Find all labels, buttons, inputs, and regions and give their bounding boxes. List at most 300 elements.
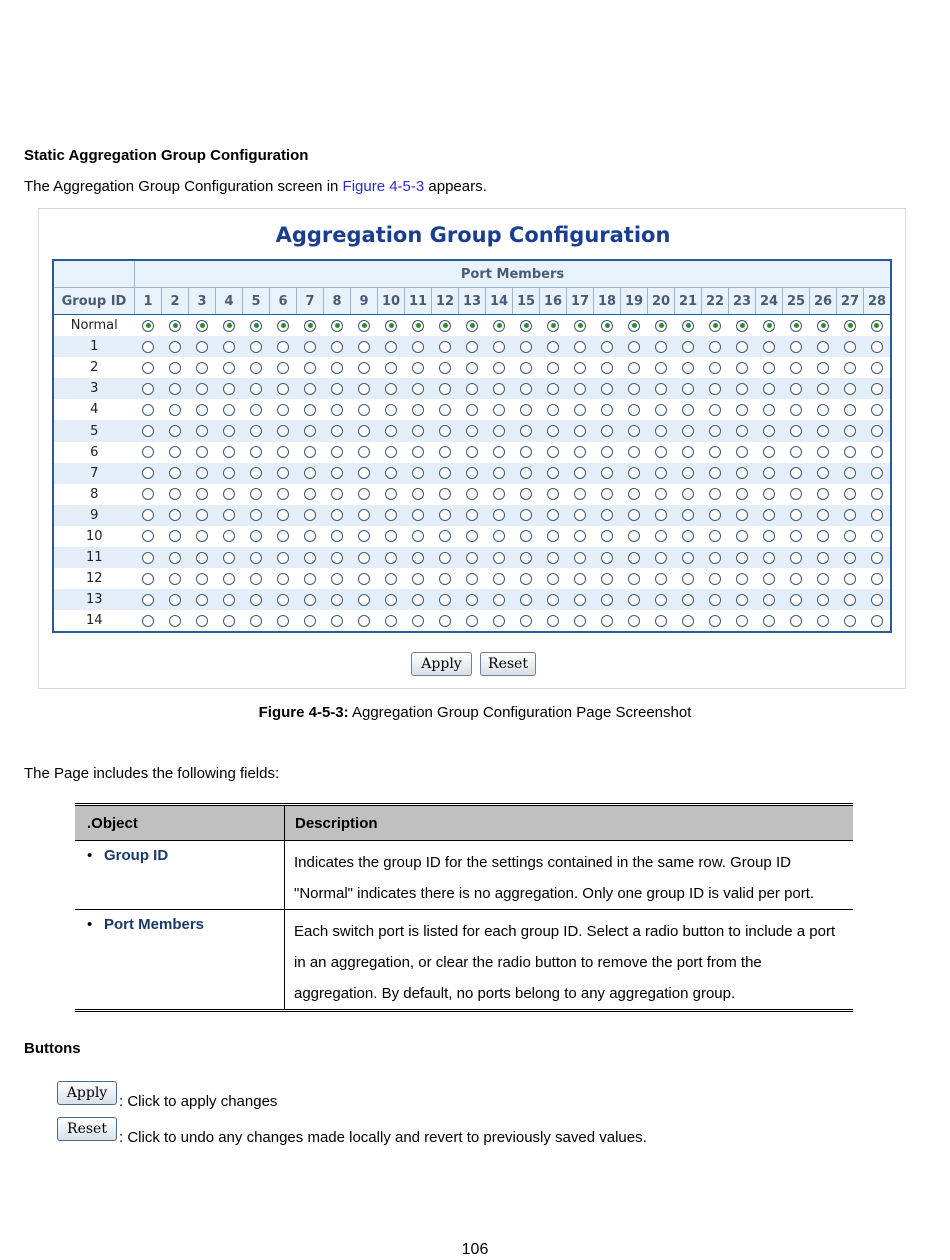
port-radio-button[interactable]	[277, 594, 289, 606]
port-radio-button[interactable]	[628, 446, 640, 458]
port-radio-button[interactable]	[142, 404, 154, 416]
port-radio-button[interactable]	[682, 320, 694, 332]
port-radio-button[interactable]	[277, 573, 289, 585]
port-radio-button[interactable]	[628, 425, 640, 437]
port-radio-button[interactable]	[466, 404, 478, 416]
port-radio-button[interactable]	[547, 425, 559, 437]
port-radio-button[interactable]	[466, 509, 478, 521]
port-radio-button[interactable]	[304, 509, 316, 521]
port-radio-button[interactable]	[682, 341, 694, 353]
port-radio-button[interactable]	[493, 488, 505, 500]
port-radio-button[interactable]	[871, 530, 883, 542]
port-radio-button[interactable]	[736, 594, 748, 606]
port-radio-button[interactable]	[871, 467, 883, 479]
port-radio-button[interactable]	[763, 320, 775, 332]
port-radio-button[interactable]	[871, 425, 883, 437]
port-radio-button[interactable]	[520, 509, 532, 521]
port-radio-button[interactable]	[196, 320, 208, 332]
port-radio-button[interactable]	[601, 552, 613, 564]
port-radio-button[interactable]	[817, 383, 829, 395]
port-radio-button[interactable]	[871, 320, 883, 332]
port-radio-button[interactable]	[142, 383, 154, 395]
port-radio-button[interactable]	[196, 573, 208, 585]
port-radio-button[interactable]	[196, 341, 208, 353]
port-radio-button[interactable]	[547, 320, 559, 332]
port-radio-button[interactable]	[142, 530, 154, 542]
port-radio-button[interactable]	[304, 530, 316, 542]
port-radio-button[interactable]	[682, 530, 694, 542]
port-radio-button[interactable]	[358, 615, 370, 627]
port-radio-button[interactable]	[250, 320, 262, 332]
port-radio-button[interactable]	[223, 425, 235, 437]
port-radio-button[interactable]	[844, 509, 856, 521]
port-radio-button[interactable]	[250, 552, 262, 564]
port-radio-button[interactable]	[385, 362, 397, 374]
port-radio-button[interactable]	[817, 320, 829, 332]
port-radio-button[interactable]	[358, 425, 370, 437]
port-radio-button[interactable]	[223, 383, 235, 395]
port-radio-button[interactable]	[169, 362, 181, 374]
port-radio-button[interactable]	[871, 488, 883, 500]
port-radio-button[interactable]	[196, 615, 208, 627]
port-radio-button[interactable]	[250, 404, 262, 416]
port-radio-button[interactable]	[628, 404, 640, 416]
port-radio-button[interactable]	[871, 594, 883, 606]
port-radio-button[interactable]	[169, 320, 181, 332]
port-radio-button[interactable]	[385, 446, 397, 458]
port-radio-button[interactable]	[547, 573, 559, 585]
port-radio-button[interactable]	[574, 615, 586, 627]
port-radio-button[interactable]	[736, 615, 748, 627]
port-radio-button[interactable]	[412, 362, 424, 374]
port-radio-button[interactable]	[844, 573, 856, 585]
port-radio-button[interactable]	[736, 362, 748, 374]
port-radio-button[interactable]	[466, 573, 478, 585]
port-radio-button[interactable]	[250, 488, 262, 500]
port-radio-button[interactable]	[385, 573, 397, 585]
port-radio-button[interactable]	[169, 615, 181, 627]
port-radio-button[interactable]	[682, 425, 694, 437]
port-radio-button[interactable]	[520, 320, 532, 332]
port-radio-button[interactable]	[736, 383, 748, 395]
port-radio-button[interactable]	[223, 615, 235, 627]
port-radio-button[interactable]	[655, 552, 667, 564]
port-radio-button[interactable]	[520, 383, 532, 395]
port-radio-button[interactable]	[574, 573, 586, 585]
port-radio-button[interactable]	[412, 573, 424, 585]
port-radio-button[interactable]	[439, 320, 451, 332]
port-radio-button[interactable]	[655, 509, 667, 521]
port-radio-button[interactable]	[817, 615, 829, 627]
port-radio-button[interactable]	[493, 594, 505, 606]
port-radio-button[interactable]	[493, 530, 505, 542]
port-radio-button[interactable]	[655, 404, 667, 416]
port-radio-button[interactable]	[736, 488, 748, 500]
port-radio-button[interactable]	[466, 530, 478, 542]
port-radio-button[interactable]	[142, 573, 154, 585]
port-radio-button[interactable]	[736, 552, 748, 564]
port-radio-button[interactable]	[358, 467, 370, 479]
port-radio-button[interactable]	[223, 509, 235, 521]
port-radio-button[interactable]	[709, 362, 721, 374]
port-radio-button[interactable]	[304, 362, 316, 374]
port-radio-button[interactable]	[844, 362, 856, 374]
port-radio-button[interactable]	[169, 594, 181, 606]
port-radio-button[interactable]	[358, 509, 370, 521]
port-radio-button[interactable]	[817, 467, 829, 479]
port-radio-button[interactable]	[169, 446, 181, 458]
port-radio-button[interactable]	[223, 594, 235, 606]
port-radio-button[interactable]	[844, 341, 856, 353]
port-radio-button[interactable]	[709, 404, 721, 416]
port-radio-button[interactable]	[628, 552, 640, 564]
port-radio-button[interactable]	[547, 362, 559, 374]
port-radio-button[interactable]	[601, 467, 613, 479]
port-radio-button[interactable]	[790, 425, 802, 437]
port-radio-button[interactable]	[871, 552, 883, 564]
port-radio-button[interactable]	[142, 425, 154, 437]
port-radio-button[interactable]	[196, 552, 208, 564]
port-radio-button[interactable]	[574, 488, 586, 500]
port-radio-button[interactable]	[277, 341, 289, 353]
port-radio-button[interactable]	[682, 383, 694, 395]
port-radio-button[interactable]	[520, 573, 532, 585]
port-radio-button[interactable]	[142, 320, 154, 332]
port-radio-button[interactable]	[817, 509, 829, 521]
port-radio-button[interactable]	[844, 552, 856, 564]
port-radio-button[interactable]	[520, 404, 532, 416]
port-radio-button[interactable]	[493, 573, 505, 585]
port-radio-button[interactable]	[574, 446, 586, 458]
port-radio-button[interactable]	[250, 425, 262, 437]
port-radio-button[interactable]	[844, 404, 856, 416]
port-radio-button[interactable]	[358, 362, 370, 374]
port-radio-button[interactable]	[601, 446, 613, 458]
port-radio-button[interactable]	[331, 320, 343, 332]
port-radio-button[interactable]	[331, 446, 343, 458]
port-radio-button[interactable]	[142, 341, 154, 353]
port-radio-button[interactable]	[682, 467, 694, 479]
port-radio-button[interactable]	[574, 320, 586, 332]
port-radio-button[interactable]	[520, 530, 532, 542]
port-radio-button[interactable]	[790, 615, 802, 627]
port-radio-button[interactable]	[142, 488, 154, 500]
port-radio-button[interactable]	[223, 573, 235, 585]
port-radio-button[interactable]	[547, 594, 559, 606]
port-radio-button[interactable]	[196, 509, 208, 521]
port-radio-button[interactable]	[439, 446, 451, 458]
port-radio-button[interactable]	[871, 509, 883, 521]
port-radio-button[interactable]	[466, 341, 478, 353]
port-radio-button[interactable]	[601, 341, 613, 353]
port-radio-button[interactable]	[358, 341, 370, 353]
port-radio-button[interactable]	[709, 446, 721, 458]
port-radio-button[interactable]	[412, 509, 424, 521]
port-radio-button[interactable]	[574, 362, 586, 374]
port-radio-button[interactable]	[304, 446, 316, 458]
port-radio-button[interactable]	[709, 341, 721, 353]
port-radio-button[interactable]	[871, 615, 883, 627]
port-radio-button[interactable]	[331, 573, 343, 585]
port-radio-button[interactable]	[493, 446, 505, 458]
port-radio-button[interactable]	[439, 425, 451, 437]
port-radio-button[interactable]	[736, 509, 748, 521]
port-radio-button[interactable]	[358, 488, 370, 500]
port-radio-button[interactable]	[439, 552, 451, 564]
port-radio-button[interactable]	[520, 488, 532, 500]
port-radio-button[interactable]	[493, 615, 505, 627]
port-radio-button[interactable]	[385, 383, 397, 395]
port-radio-button[interactable]	[169, 341, 181, 353]
port-radio-button[interactable]	[466, 594, 478, 606]
port-radio-button[interactable]	[655, 341, 667, 353]
port-radio-button[interactable]	[304, 573, 316, 585]
figure-link[interactable]: Figure 4-5-3	[342, 178, 425, 195]
port-radio-button[interactable]	[277, 425, 289, 437]
port-radio-button[interactable]	[844, 467, 856, 479]
port-radio-button[interactable]	[304, 594, 316, 606]
port-radio-button[interactable]	[196, 383, 208, 395]
port-radio-button[interactable]	[223, 341, 235, 353]
port-radio-button[interactable]	[655, 425, 667, 437]
port-radio-button[interactable]	[250, 615, 262, 627]
port-radio-button[interactable]	[763, 530, 775, 542]
port-radio-button[interactable]	[385, 594, 397, 606]
port-radio-button[interactable]	[196, 488, 208, 500]
port-radio-button[interactable]	[844, 594, 856, 606]
port-radio-button[interactable]	[601, 362, 613, 374]
port-radio-button[interactable]	[304, 425, 316, 437]
port-radio-button[interactable]	[574, 467, 586, 479]
port-radio-button[interactable]	[790, 404, 802, 416]
port-radio-button[interactable]	[790, 362, 802, 374]
port-radio-button[interactable]	[412, 530, 424, 542]
port-radio-button[interactable]	[277, 530, 289, 542]
port-radio-button[interactable]	[493, 383, 505, 395]
port-radio-button[interactable]	[763, 404, 775, 416]
port-radio-button[interactable]	[790, 552, 802, 564]
port-radio-button[interactable]	[817, 488, 829, 500]
port-radio-button[interactable]	[358, 573, 370, 585]
port-radio-button[interactable]	[196, 446, 208, 458]
port-radio-button[interactable]	[412, 320, 424, 332]
port-radio-button[interactable]	[466, 362, 478, 374]
port-radio-button[interactable]	[493, 404, 505, 416]
port-radio-button[interactable]	[439, 383, 451, 395]
port-radio-button[interactable]	[250, 467, 262, 479]
port-radio-button[interactable]	[871, 341, 883, 353]
port-radio-button[interactable]	[547, 488, 559, 500]
port-radio-button[interactable]	[601, 530, 613, 542]
port-radio-button[interactable]	[736, 341, 748, 353]
apply-button[interactable]: Apply	[411, 652, 472, 676]
port-radio-button[interactable]	[142, 446, 154, 458]
port-radio-button[interactable]	[223, 404, 235, 416]
port-radio-button[interactable]	[385, 552, 397, 564]
reset-button[interactable]: Reset	[480, 652, 536, 676]
port-radio-button[interactable]	[844, 446, 856, 458]
port-radio-button[interactable]	[817, 552, 829, 564]
port-radio-button[interactable]	[466, 425, 478, 437]
port-radio-button[interactable]	[520, 341, 532, 353]
port-radio-button[interactable]	[763, 594, 775, 606]
port-radio-button[interactable]	[520, 425, 532, 437]
port-radio-button[interactable]	[763, 446, 775, 458]
port-radio-button[interactable]	[412, 552, 424, 564]
port-radio-button[interactable]	[331, 594, 343, 606]
port-radio-button[interactable]	[682, 509, 694, 521]
port-radio-button[interactable]	[466, 467, 478, 479]
port-radio-button[interactable]	[682, 573, 694, 585]
port-radio-button[interactable]	[331, 425, 343, 437]
port-radio-button[interactable]	[709, 383, 721, 395]
port-radio-button[interactable]	[493, 467, 505, 479]
port-radio-button[interactable]	[547, 615, 559, 627]
port-radio-button[interactable]	[223, 446, 235, 458]
port-radio-button[interactable]	[790, 509, 802, 521]
port-radio-button[interactable]	[790, 467, 802, 479]
port-radio-button[interactable]	[844, 530, 856, 542]
port-radio-button[interactable]	[520, 615, 532, 627]
port-radio-button[interactable]	[250, 530, 262, 542]
port-radio-button[interactable]	[169, 425, 181, 437]
port-radio-button[interactable]	[709, 530, 721, 542]
port-radio-button[interactable]	[358, 320, 370, 332]
port-radio-button[interactable]	[628, 530, 640, 542]
port-radio-button[interactable]	[169, 488, 181, 500]
port-radio-button[interactable]	[304, 341, 316, 353]
port-radio-button[interactable]	[763, 615, 775, 627]
port-radio-button[interactable]	[601, 509, 613, 521]
port-radio-button[interactable]	[331, 362, 343, 374]
port-radio-button[interactable]	[763, 341, 775, 353]
port-radio-button[interactable]	[601, 615, 613, 627]
port-radio-button[interactable]	[412, 404, 424, 416]
port-radio-button[interactable]	[358, 383, 370, 395]
port-radio-button[interactable]	[169, 573, 181, 585]
port-radio-button[interactable]	[736, 320, 748, 332]
port-radio-button[interactable]	[736, 573, 748, 585]
port-radio-button[interactable]	[493, 552, 505, 564]
port-radio-button[interactable]	[655, 362, 667, 374]
port-radio-button[interactable]	[493, 362, 505, 374]
port-radio-button[interactable]	[412, 467, 424, 479]
port-radio-button[interactable]	[628, 467, 640, 479]
port-radio-button[interactable]	[385, 530, 397, 542]
port-radio-button[interactable]	[547, 383, 559, 395]
port-radio-button[interactable]	[331, 530, 343, 542]
port-radio-button[interactable]	[655, 488, 667, 500]
port-radio-button[interactable]	[250, 383, 262, 395]
port-radio-button[interactable]	[682, 446, 694, 458]
port-radio-button[interactable]	[547, 446, 559, 458]
port-radio-button[interactable]	[331, 552, 343, 564]
port-radio-button[interactable]	[439, 404, 451, 416]
port-radio-button[interactable]	[547, 467, 559, 479]
port-radio-button[interactable]	[655, 467, 667, 479]
port-radio-button[interactable]	[196, 467, 208, 479]
port-radio-button[interactable]	[844, 383, 856, 395]
port-radio-button[interactable]	[277, 383, 289, 395]
port-radio-button[interactable]	[790, 320, 802, 332]
port-radio-button[interactable]	[763, 488, 775, 500]
port-radio-button[interactable]	[601, 573, 613, 585]
port-radio-button[interactable]	[223, 320, 235, 332]
port-radio-button[interactable]	[574, 425, 586, 437]
port-radio-button[interactable]	[466, 615, 478, 627]
port-radio-button[interactable]	[439, 530, 451, 542]
port-radio-button[interactable]	[331, 509, 343, 521]
port-radio-button[interactable]	[709, 552, 721, 564]
port-radio-button[interactable]	[250, 446, 262, 458]
port-radio-button[interactable]	[277, 446, 289, 458]
port-radio-button[interactable]	[601, 404, 613, 416]
port-radio-button[interactable]	[277, 467, 289, 479]
port-radio-button[interactable]	[331, 383, 343, 395]
port-radio-button[interactable]	[682, 594, 694, 606]
port-radio-button[interactable]	[466, 446, 478, 458]
port-radio-button[interactable]	[817, 362, 829, 374]
port-radio-button[interactable]	[385, 467, 397, 479]
port-radio-button[interactable]	[574, 341, 586, 353]
port-radio-button[interactable]	[385, 509, 397, 521]
port-radio-button[interactable]	[790, 594, 802, 606]
port-radio-button[interactable]	[844, 425, 856, 437]
port-radio-button[interactable]	[439, 488, 451, 500]
port-radio-button[interactable]	[466, 552, 478, 564]
port-radio-button[interactable]	[304, 488, 316, 500]
port-radio-button[interactable]	[142, 615, 154, 627]
port-radio-button[interactable]	[574, 530, 586, 542]
port-radio-button[interactable]	[844, 320, 856, 332]
port-radio-button[interactable]	[520, 552, 532, 564]
port-radio-button[interactable]	[277, 552, 289, 564]
port-radio-button[interactable]	[520, 446, 532, 458]
port-radio-button[interactable]	[628, 594, 640, 606]
port-radio-button[interactable]	[169, 530, 181, 542]
port-radio-button[interactable]	[817, 341, 829, 353]
port-radio-button[interactable]	[412, 594, 424, 606]
port-radio-button[interactable]	[277, 362, 289, 374]
port-radio-button[interactable]	[628, 383, 640, 395]
port-radio-button[interactable]	[142, 552, 154, 564]
port-radio-button[interactable]	[844, 615, 856, 627]
port-radio-button[interactable]	[682, 488, 694, 500]
port-radio-button[interactable]	[574, 552, 586, 564]
port-radio-button[interactable]	[574, 383, 586, 395]
port-radio-button[interactable]	[169, 552, 181, 564]
port-radio-button[interactable]	[358, 404, 370, 416]
port-radio-button[interactable]	[412, 488, 424, 500]
port-radio-button[interactable]	[493, 341, 505, 353]
port-radio-button[interactable]	[196, 594, 208, 606]
port-radio-button[interactable]	[277, 404, 289, 416]
port-radio-button[interactable]	[250, 573, 262, 585]
port-radio-button[interactable]	[520, 362, 532, 374]
port-radio-button[interactable]	[277, 320, 289, 332]
port-radio-button[interactable]	[547, 530, 559, 542]
port-radio-button[interactable]	[628, 615, 640, 627]
port-radio-button[interactable]	[304, 320, 316, 332]
port-radio-button[interactable]	[223, 362, 235, 374]
port-radio-button[interactable]	[439, 509, 451, 521]
port-radio-button[interactable]	[547, 552, 559, 564]
port-radio-button[interactable]	[385, 488, 397, 500]
port-radio-button[interactable]	[655, 320, 667, 332]
port-radio-button[interactable]	[871, 383, 883, 395]
port-radio-button[interactable]	[331, 341, 343, 353]
port-radio-button[interactable]	[493, 320, 505, 332]
